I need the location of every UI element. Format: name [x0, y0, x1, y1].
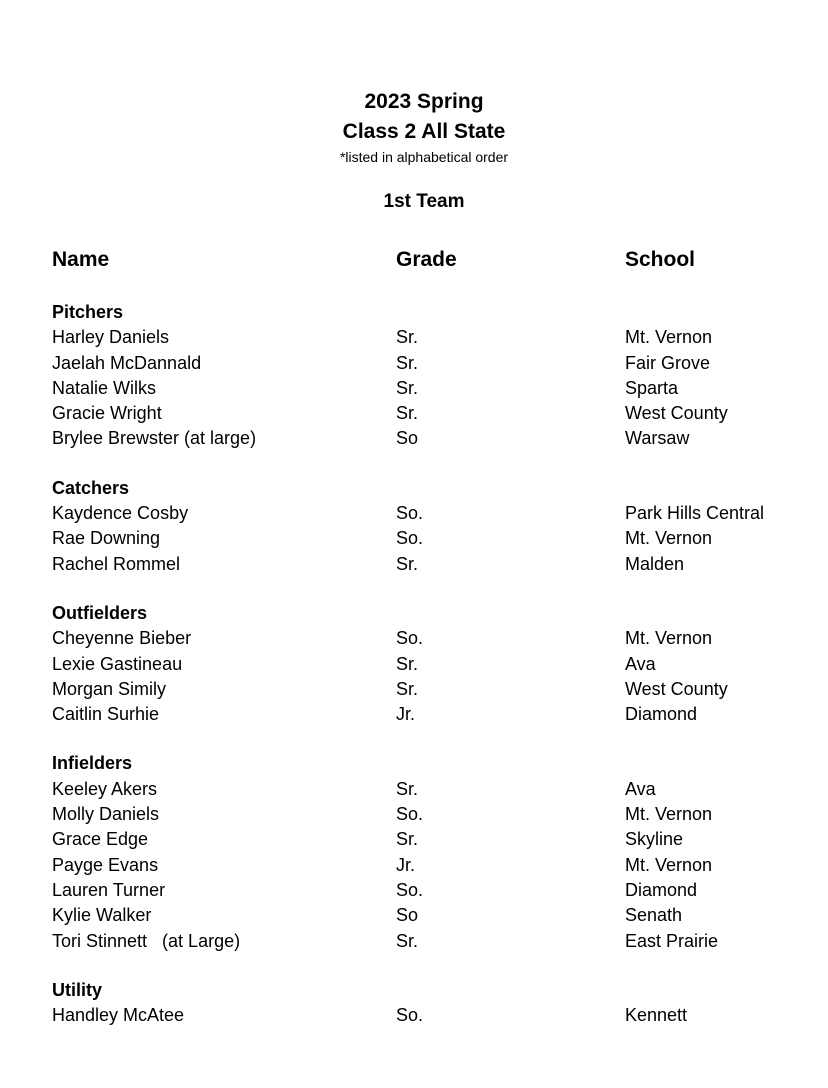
player-school: Mt. Vernon	[625, 528, 713, 549]
player-grade: Sr.	[396, 930, 419, 951]
player-grade: Sr.	[396, 403, 419, 424]
player-school: Mt. Vernon	[625, 327, 713, 348]
player-row	[0, 1003, 828, 1028]
player-grade: So.	[396, 628, 424, 649]
player-grade: So.	[396, 528, 424, 549]
player-row	[0, 903, 828, 928]
player-grade: Sr.	[396, 352, 419, 373]
player-row	[0, 677, 828, 702]
player-grade: Sr.	[396, 377, 419, 398]
column-header-school: School	[625, 248, 696, 271]
player-school: Ava	[625, 778, 656, 799]
player-row	[0, 552, 828, 577]
player-row	[0, 376, 828, 401]
player-row	[0, 426, 828, 451]
player-school: Fair Grove	[625, 352, 711, 373]
player-row	[0, 878, 828, 903]
position-section	[0, 751, 828, 953]
player-row	[0, 401, 828, 426]
player-row	[0, 853, 828, 878]
player-name: Morgan Simily	[52, 678, 167, 699]
player-school: Mt. Vernon	[625, 628, 713, 649]
player-grade: Sr.	[396, 553, 419, 574]
document-title-class: Class 2 All State	[342, 120, 506, 143]
player-row	[0, 929, 828, 954]
player-name: Harley Daniels	[52, 327, 170, 348]
player-row	[0, 626, 828, 651]
team-label: 1st Team	[383, 191, 465, 212]
player-name: Kylie Walker	[52, 905, 152, 926]
player-row	[0, 802, 828, 827]
player-name: Natalie Wilks	[52, 377, 157, 398]
player-grade: Sr.	[396, 778, 419, 799]
player-name: Rachel Rommel	[52, 553, 181, 574]
player-name: Payge Evans	[52, 854, 159, 875]
player-school: Ava	[625, 653, 656, 674]
player-name: Brylee Brewster (at large)	[52, 428, 257, 449]
position-section	[0, 601, 828, 727]
player-school: Sparta	[625, 377, 679, 398]
player-name: Lauren Turner	[52, 879, 166, 900]
player-school: Malden	[625, 553, 685, 574]
player-grade: So.	[396, 804, 424, 825]
player-school: Park Hills Central	[625, 503, 765, 524]
player-grade: Sr.	[396, 829, 419, 850]
section-title: Outfielders	[52, 602, 148, 623]
player-school: Diamond	[625, 704, 698, 725]
player-school: Warsaw	[625, 428, 690, 449]
player-name: Grace Edge	[52, 829, 149, 850]
document-title-year: 2023 Spring	[364, 90, 484, 113]
player-name: Cheyenne Bieber	[52, 628, 192, 649]
player-grade: So	[396, 905, 419, 926]
player-name: Kaydence Cosby	[52, 503, 189, 524]
player-school: East Prairie	[625, 930, 719, 951]
player-grade: Sr.	[396, 327, 419, 348]
player-row	[0, 827, 828, 852]
player-grade: So.	[396, 503, 424, 524]
player-name: Handley McAtee	[52, 1005, 185, 1026]
player-row	[0, 325, 828, 350]
player-grade: Sr.	[396, 653, 419, 674]
player-name: Jaelah McDannald	[52, 352, 202, 373]
player-grade: So	[396, 428, 419, 449]
player-school: Diamond	[625, 879, 698, 900]
position-section	[0, 978, 828, 1029]
position-section	[0, 476, 828, 577]
column-header-grade: Grade	[396, 248, 457, 271]
player-name: Molly Daniels	[52, 804, 160, 825]
player-grade: So.	[396, 879, 424, 900]
roster-list	[0, 300, 828, 1028]
position-section	[0, 300, 828, 452]
player-school: Senath	[625, 905, 683, 926]
player-name: Gracie Wright	[52, 403, 162, 424]
player-grade: Jr.	[396, 854, 416, 875]
player-school: Mt. Vernon	[625, 854, 713, 875]
player-row	[0, 501, 828, 526]
player-row	[0, 777, 828, 802]
player-row	[0, 351, 828, 376]
player-name: Keeley Akers	[52, 778, 158, 799]
player-school: West County	[625, 678, 728, 699]
section-title: Catchers	[52, 477, 130, 498]
player-school: Skyline	[625, 829, 684, 850]
player-name: Caitlin Surhie	[52, 704, 160, 725]
player-name: Rae Downing	[52, 528, 161, 549]
section-title: Pitchers	[52, 302, 124, 322]
player-school: Kennett	[625, 1005, 688, 1026]
column-header-name: Name	[52, 248, 110, 271]
section-title: Utility	[52, 979, 103, 1000]
player-grade: So.	[396, 1005, 424, 1026]
player-school: Mt. Vernon	[625, 804, 713, 825]
player-grade: Jr.	[396, 704, 416, 725]
alphabetical-note: *listed in alphabetical order	[339, 149, 509, 165]
player-school: West County	[625, 403, 728, 424]
player-row	[0, 526, 828, 551]
player-name: Tori Stinnett (at Large)	[52, 930, 241, 951]
section-title: Infielders	[52, 753, 133, 774]
player-grade: Sr.	[396, 678, 419, 699]
player-row	[0, 702, 828, 727]
player-row	[0, 652, 828, 677]
player-name: Lexie Gastineau	[52, 653, 183, 674]
